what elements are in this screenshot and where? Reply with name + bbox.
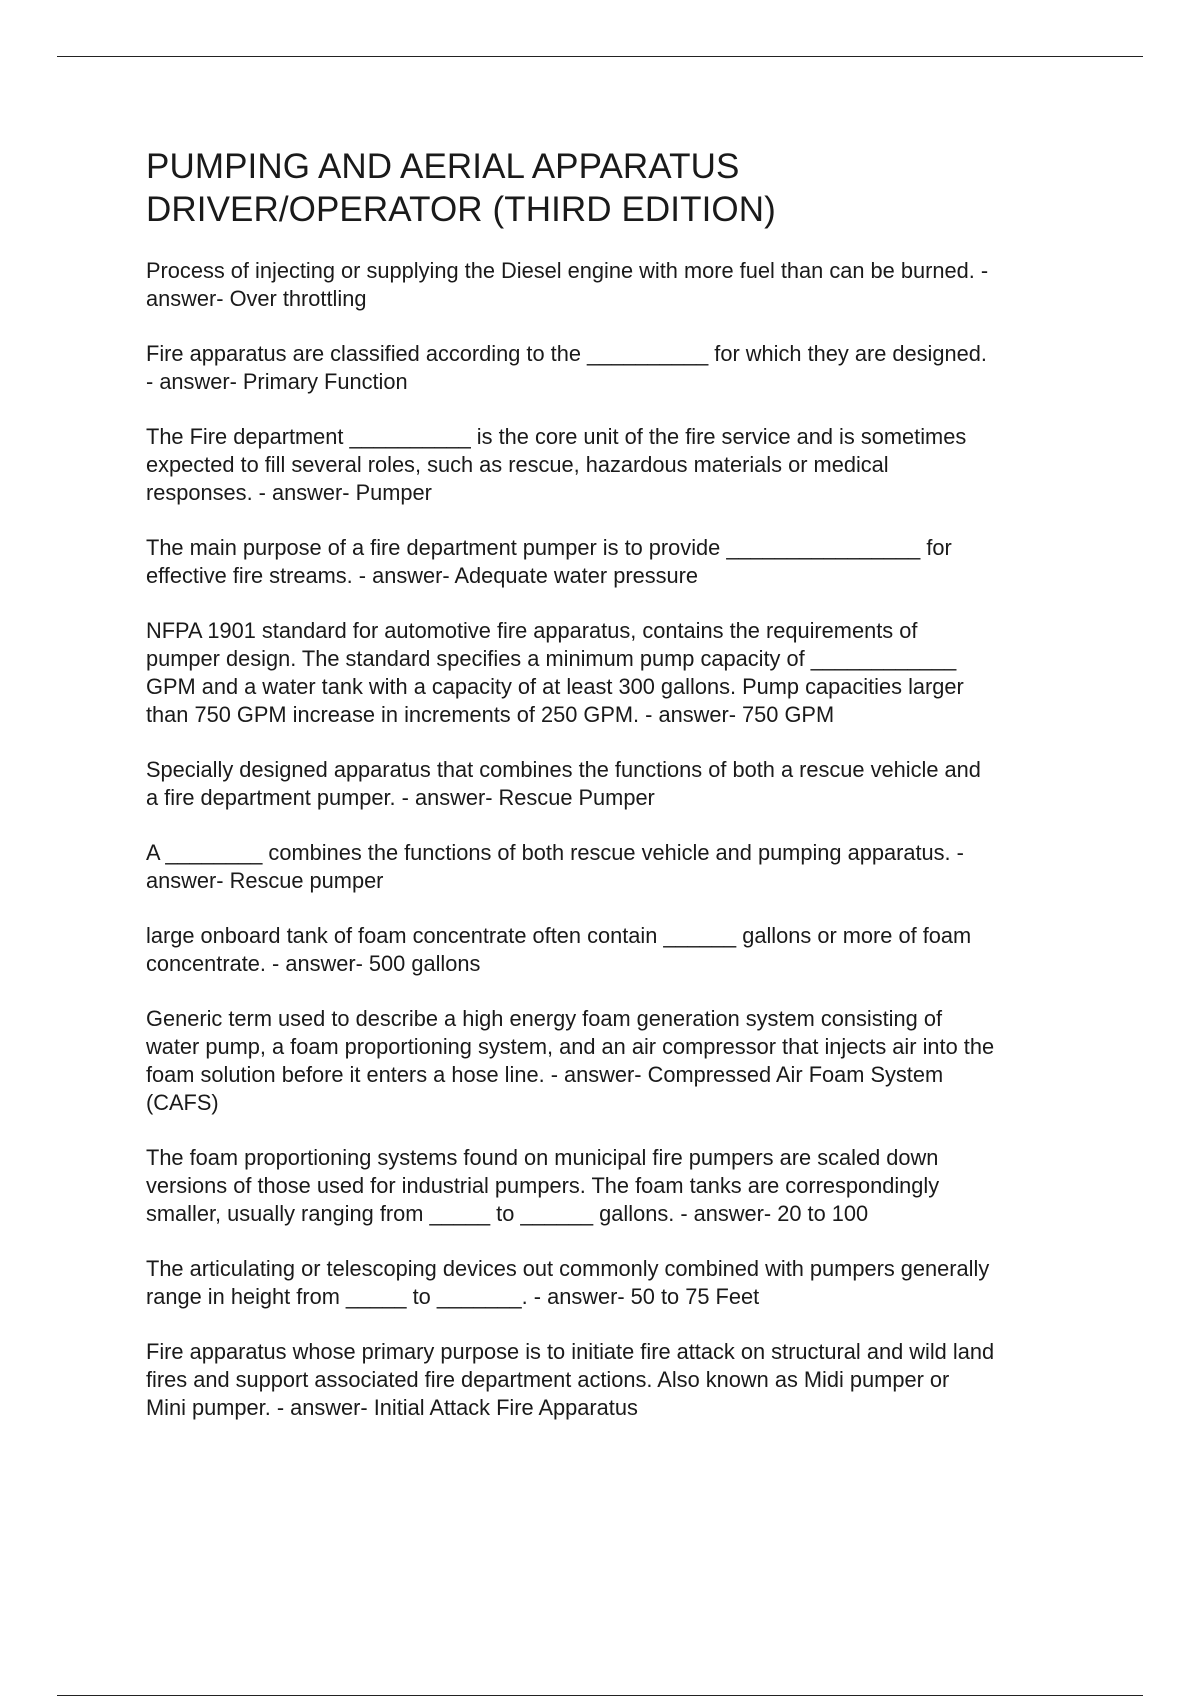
qa-entry-11: The articulating or telescoping devices out commonly combined with pumpers generally range in height from _____ to _______. - answer- 50 to 75 Feet (146, 1256, 990, 1309)
qa-entry-1: Process of injecting or supplying the Diesel engine with more fuel than can be burned. - answer- Over throttling (146, 258, 989, 311)
qa-entry-10: The foam proportioning systems found on municipal fire pumpers are scaled down versions of those used for industrial pumpers. The foam tanks are correspondingly smaller, usually ranging from _____ to ______ gallons. - answer- 20 to 100 (146, 1145, 940, 1226)
qa-entry-5: NFPA 1901 standard for automotive fire apparatus, contains the requirements of pumper design. The standard specifies a minimum pump capacity of ____________ GPM and a water tank with a capacity of at least 300 gallons. Pump capacities larger than 750 GPM increase in increments of 250 GPM. - answer- 750 GPM (146, 618, 964, 727)
qa-entry-9: Generic term used to describe a high energy foam generation system consisting of water pump, a foam proportioning system, and an air compressor that injects air into the foam solution before it enters a hose line. - answer- Compressed Air Foam System (CAFS) (146, 1006, 995, 1115)
qa-entry-8: large onboard tank of foam concentrate often contain ______ gallons or more of foam concentrate. - answer- 500 gallons (146, 923, 972, 976)
qa-entry-12: Fire apparatus whose primary purpose is to initiate fire attack on structural and wild land fires and support associated fire department actions. Also known as Midi pumper or Mini pumper. - answer- Initial Attack Fire Apparatus (146, 1339, 995, 1420)
footer-rule (57, 1695, 1143, 1696)
qa-entry-3: The Fire department __________ is the core unit of the fire service and is sometimes expected to fill several roles, such as rescue, hazardous materials or medical responses. - answer- Pumper (146, 424, 967, 505)
document-body (146, 145, 1086, 1449)
title-line-1: PUMPING AND AERIAL APPARATUS (146, 147, 740, 186)
qa-entry-4: The main purpose of a fire department pumper is to provide ________________ for effective fire streams. - answer- Adequate water pressure (146, 535, 952, 588)
qa-entry-6: Specially designed apparatus that combines the functions of both a rescue vehicle and a fire department pumper. - answer- Rescue Pumper (146, 757, 981, 810)
header-rule (57, 56, 1143, 57)
qa-entry-2: Fire apparatus are classified according to the __________ for which they are designed. - answer- Primary Function (146, 341, 987, 394)
title-line-2: DRIVER/OPERATOR (THIRD EDITION) (146, 190, 776, 229)
document-title (146, 145, 1086, 231)
qa-entry-7: A ________ combines the functions of both rescue vehicle and pumping apparatus. - answer- Rescue pumper (146, 840, 964, 893)
